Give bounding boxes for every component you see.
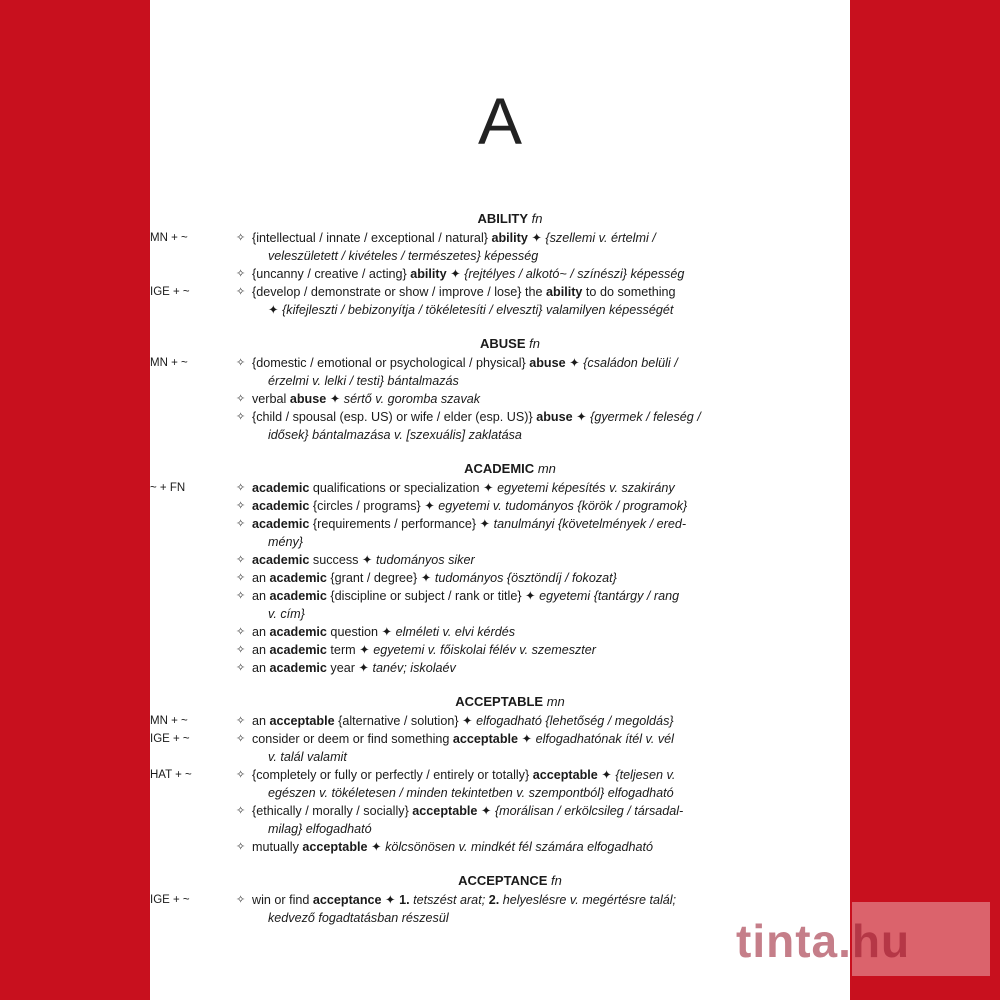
collocation-item — [236, 659, 784, 677]
text-run: ✦ — [572, 410, 591, 424]
headword — [236, 872, 784, 890]
text-run: {uncanny / creative / acting} — [252, 267, 411, 281]
continuation-line — [252, 909, 784, 927]
text-run: term ✦ — [326, 643, 374, 657]
text-run: tudományos {ösztöndíj / fokozat} — [434, 571, 617, 585]
diamond-bullet-icon: ✧ — [236, 590, 246, 602]
text-run: {gyermek / feleség / — [590, 410, 701, 424]
text-run: an — [252, 714, 270, 728]
part-of-speech: fn — [531, 211, 543, 226]
text-run: academic — [269, 661, 327, 675]
diamond-bullet-icon: ✧ — [236, 769, 246, 781]
text-run: ✦ — [518, 732, 536, 746]
diamond-bullet-icon: ✧ — [236, 894, 246, 906]
text-run: egyetemi {tantárgy / rang — [539, 589, 680, 603]
text-run: {szellemi v. értelmi / — [545, 231, 656, 245]
headword-text: ACCEPTABLE — [455, 694, 544, 709]
text-run: mény} — [268, 535, 304, 549]
text-run: egészen v. tökéletesen / minden tekintetben v. szempontból} elfogadható — [268, 786, 674, 800]
text-run: milag} elfogadható — [268, 822, 372, 836]
collocation-item — [236, 712, 784, 730]
continuation-line — [252, 533, 784, 551]
diamond-bullet-icon: ✧ — [236, 482, 246, 494]
text-run: an — [252, 643, 270, 657]
text-run: qualifications or specialization ✦ — [309, 481, 498, 495]
headword-text: ABUSE — [480, 336, 526, 351]
text-run: ✦ — [446, 267, 465, 281]
dictionary-entry — [150, 693, 784, 856]
text-run: {morálisan / erkölcsileg / társadal- — [494, 804, 684, 818]
collocation-item — [236, 354, 784, 390]
text-run: an — [252, 625, 270, 639]
text-run: ✦ — [597, 768, 616, 782]
part-of-speech: mn — [546, 694, 565, 709]
text-run: acceptable — [452, 732, 519, 746]
text-run: {domestic / emotional or psychological / physical} — [252, 356, 530, 370]
continuation-line — [252, 372, 784, 390]
diamond-bullet-icon: ✧ — [236, 554, 246, 566]
text-run: verbal — [252, 392, 290, 406]
text-run: an — [252, 571, 270, 585]
collocation-item — [236, 766, 784, 802]
text-run: question ✦ — [326, 625, 396, 639]
part-of-speech: fn — [551, 873, 562, 888]
collocation-item — [236, 408, 784, 444]
diamond-bullet-icon: ✧ — [236, 411, 246, 423]
text-run: tanév; iskolaév — [372, 661, 456, 675]
text-run: {requirements / performance} ✦ — [309, 517, 494, 531]
text-run: {alternative / solution} ✦ — [334, 714, 477, 728]
text-run: ability — [546, 285, 583, 299]
text-run: {teljesen v. — [615, 768, 676, 782]
text-run: tetszést arat; — [409, 893, 489, 907]
text-run: academic — [252, 553, 310, 567]
text-run: academic — [252, 499, 310, 513]
headword-text: ACCEPTANCE — [458, 873, 548, 888]
collocation-item — [236, 891, 784, 927]
diamond-bullet-icon: ✧ — [236, 715, 246, 727]
headword-text: ABILITY — [477, 211, 529, 226]
continuation-line — [252, 784, 784, 802]
text-run: {completely or fully or perfectly / entirely or totally} — [252, 768, 533, 782]
text-run: ✦ — [326, 392, 344, 406]
text-run: elfogadhatónak ítél v. vél — [535, 732, 674, 746]
text-run: kedvező fogadtatásban részesül — [268, 911, 449, 925]
dictionary-entries — [150, 210, 784, 943]
collocation-item — [236, 569, 784, 587]
collocation-group — [150, 712, 784, 730]
collocation-item — [236, 641, 784, 659]
diamond-bullet-icon: ✧ — [236, 393, 246, 405]
dictionary-entry — [150, 460, 784, 677]
continuation-line — [252, 301, 784, 319]
diamond-bullet-icon: ✧ — [236, 286, 246, 298]
text-run: egyetemi v. tudományos {körök / programok} — [438, 499, 688, 513]
headword — [236, 460, 784, 478]
diamond-bullet-icon: ✧ — [236, 232, 246, 244]
text-run: érzelmi v. lelki / testi} bántalmazás — [268, 374, 459, 388]
collocation-label: IGE + ~ — [150, 286, 190, 298]
text-run: 1. — [399, 893, 410, 907]
text-run: acceptance — [312, 893, 382, 907]
dictionary-page — [150, 0, 850, 1000]
text-run: win or find — [252, 893, 313, 907]
text-run: v. cím} — [268, 607, 305, 621]
text-run: abuse — [289, 392, 327, 406]
section-letter: A — [477, 84, 523, 158]
text-run: {kifejleszti / bebizonyítja / tökéletesíti / elveszti} valamilyen képességét — [282, 303, 674, 317]
continuation-line — [252, 247, 784, 265]
text-run: elméleti v. elvi kérdés — [395, 625, 516, 639]
text-run: {rejtélyes / alkotó~ / színészi} képesség — [464, 267, 685, 281]
text-run: acceptable — [269, 714, 335, 728]
text-run: v. talál valamit — [268, 750, 347, 764]
text-run: abuse — [536, 410, 573, 424]
text-run: idősek} bántalmazása v. [szexuális] zaklatása — [268, 428, 522, 442]
part-of-speech: mn — [537, 461, 556, 476]
diamond-bullet-icon: ✧ — [236, 805, 246, 817]
text-run: acceptable — [412, 804, 478, 818]
text-run: ✦ — [381, 893, 400, 907]
text-run: ability — [410, 267, 447, 281]
dictionary-entry — [150, 335, 784, 444]
text-run: ✦ — [565, 356, 584, 370]
collocation-group — [150, 479, 784, 677]
collocation-label: HAT + ~ — [150, 769, 192, 781]
dictionary-entry — [150, 872, 784, 927]
diamond-bullet-icon: ✧ — [236, 572, 246, 584]
diamond-bullet-icon: ✧ — [236, 644, 246, 656]
collocation-item — [236, 838, 784, 856]
text-run: tudományos siker — [375, 553, 475, 567]
text-run: an — [252, 661, 270, 675]
continuation-line — [252, 605, 784, 623]
text-run: kölcsönösen v. mindkét fél számára elfogadható — [385, 840, 653, 854]
continuation-line — [252, 748, 784, 766]
collocation-label: MN + ~ — [150, 232, 188, 244]
text-run: to do something — [582, 285, 676, 299]
continuation-line — [252, 426, 784, 444]
collocation-item — [236, 497, 784, 515]
text-run: academic — [269, 571, 327, 585]
text-run: elfogadható {lehetőség / megoldás} — [476, 714, 674, 728]
collocation-group — [150, 354, 784, 444]
diamond-bullet-icon: ✧ — [236, 357, 246, 369]
text-run: an — [252, 589, 270, 603]
text-run: ✦ — [367, 840, 386, 854]
collocation-label: MN + ~ — [150, 357, 188, 369]
text-run: {ethically / morally / socially} — [252, 804, 413, 818]
collocation-item — [236, 623, 784, 641]
text-run: 2. — [488, 893, 500, 907]
diamond-bullet-icon: ✧ — [236, 841, 246, 853]
collocation-item — [236, 265, 784, 283]
text-run: academic — [269, 589, 327, 603]
collocation-group — [150, 730, 784, 766]
collocation-group — [150, 229, 784, 283]
text-run: {develop / demonstrate or show / improve / lose} the — [252, 285, 547, 299]
text-run: ability — [491, 231, 528, 245]
watermark-logo: tinta.hu — [736, 915, 911, 967]
collocation-group — [150, 283, 784, 319]
text-run: abuse — [529, 356, 566, 370]
continuation-line — [252, 820, 784, 838]
headword — [236, 210, 784, 228]
diamond-bullet-icon: ✧ — [236, 500, 246, 512]
text-run: {intellectual / innate / exceptional / natural} — [252, 231, 492, 245]
text-run: academic — [252, 481, 310, 495]
diamond-bullet-icon: ✧ — [236, 733, 246, 745]
text-run: egyetemi képesítés v. szakirány — [497, 481, 675, 495]
text-run: {grant / degree} ✦ — [326, 571, 435, 585]
text-run: {discipline or subject / rank or title} ✦ — [326, 589, 540, 603]
collocation-item — [236, 283, 784, 319]
collocation-item — [236, 390, 784, 408]
text-run: consider or deem or find something — [252, 732, 453, 746]
collocation-item — [236, 551, 784, 569]
text-run: success ✦ — [309, 553, 376, 567]
collocation-label: ~ + FN — [150, 482, 186, 494]
headword-text: ACADEMIC — [464, 461, 535, 476]
text-run: ✦ — [477, 804, 495, 818]
text-run: academic — [252, 517, 310, 531]
dictionary-entry — [150, 210, 784, 319]
text-run: ✦ — [268, 303, 283, 317]
text-run: {családon belüli / — [583, 356, 678, 370]
collocation-item — [236, 229, 784, 265]
collocation-item — [236, 587, 784, 623]
text-run: academic — [269, 643, 327, 657]
text-run: year ✦ — [326, 661, 373, 675]
diamond-bullet-icon: ✧ — [236, 518, 246, 530]
collocation-label: IGE + ~ — [150, 733, 190, 745]
text-run: tanulmányi {követelmények / ered- — [493, 517, 687, 531]
text-run: {child / spousal (esp. US) or wife / elder (esp. US)} — [252, 410, 537, 424]
diamond-bullet-icon: ✧ — [236, 626, 246, 638]
text-run: sértő v. goromba szavak — [343, 392, 481, 406]
text-run: acceptable — [532, 768, 598, 782]
diamond-bullet-icon: ✧ — [236, 662, 246, 674]
collocation-item — [236, 515, 784, 551]
text-run: mutually — [252, 840, 303, 854]
collocation-group — [150, 891, 784, 927]
collocation-item — [236, 479, 784, 497]
text-run: egyetemi v. főiskolai félév v. szemeszter — [373, 643, 596, 657]
headword — [236, 335, 784, 353]
text-run: {circles / programs} ✦ — [309, 499, 439, 513]
text-run: academic — [269, 625, 327, 639]
part-of-speech: fn — [529, 336, 540, 351]
headword — [236, 693, 784, 711]
collocation-label: MN + ~ — [150, 715, 188, 727]
collocation-label: IGE + ~ — [150, 894, 190, 906]
text-run: veleszületett / kivételes / természetes} képesség — [268, 249, 539, 263]
collocation-item — [236, 730, 784, 766]
text-run: helyeslésre v. megértésre talál; — [499, 893, 677, 907]
collocation-group — [150, 766, 784, 856]
diamond-bullet-icon: ✧ — [236, 268, 246, 280]
collocation-item — [236, 802, 784, 838]
text-run: acceptable — [302, 840, 368, 854]
text-run: ✦ — [527, 231, 546, 245]
